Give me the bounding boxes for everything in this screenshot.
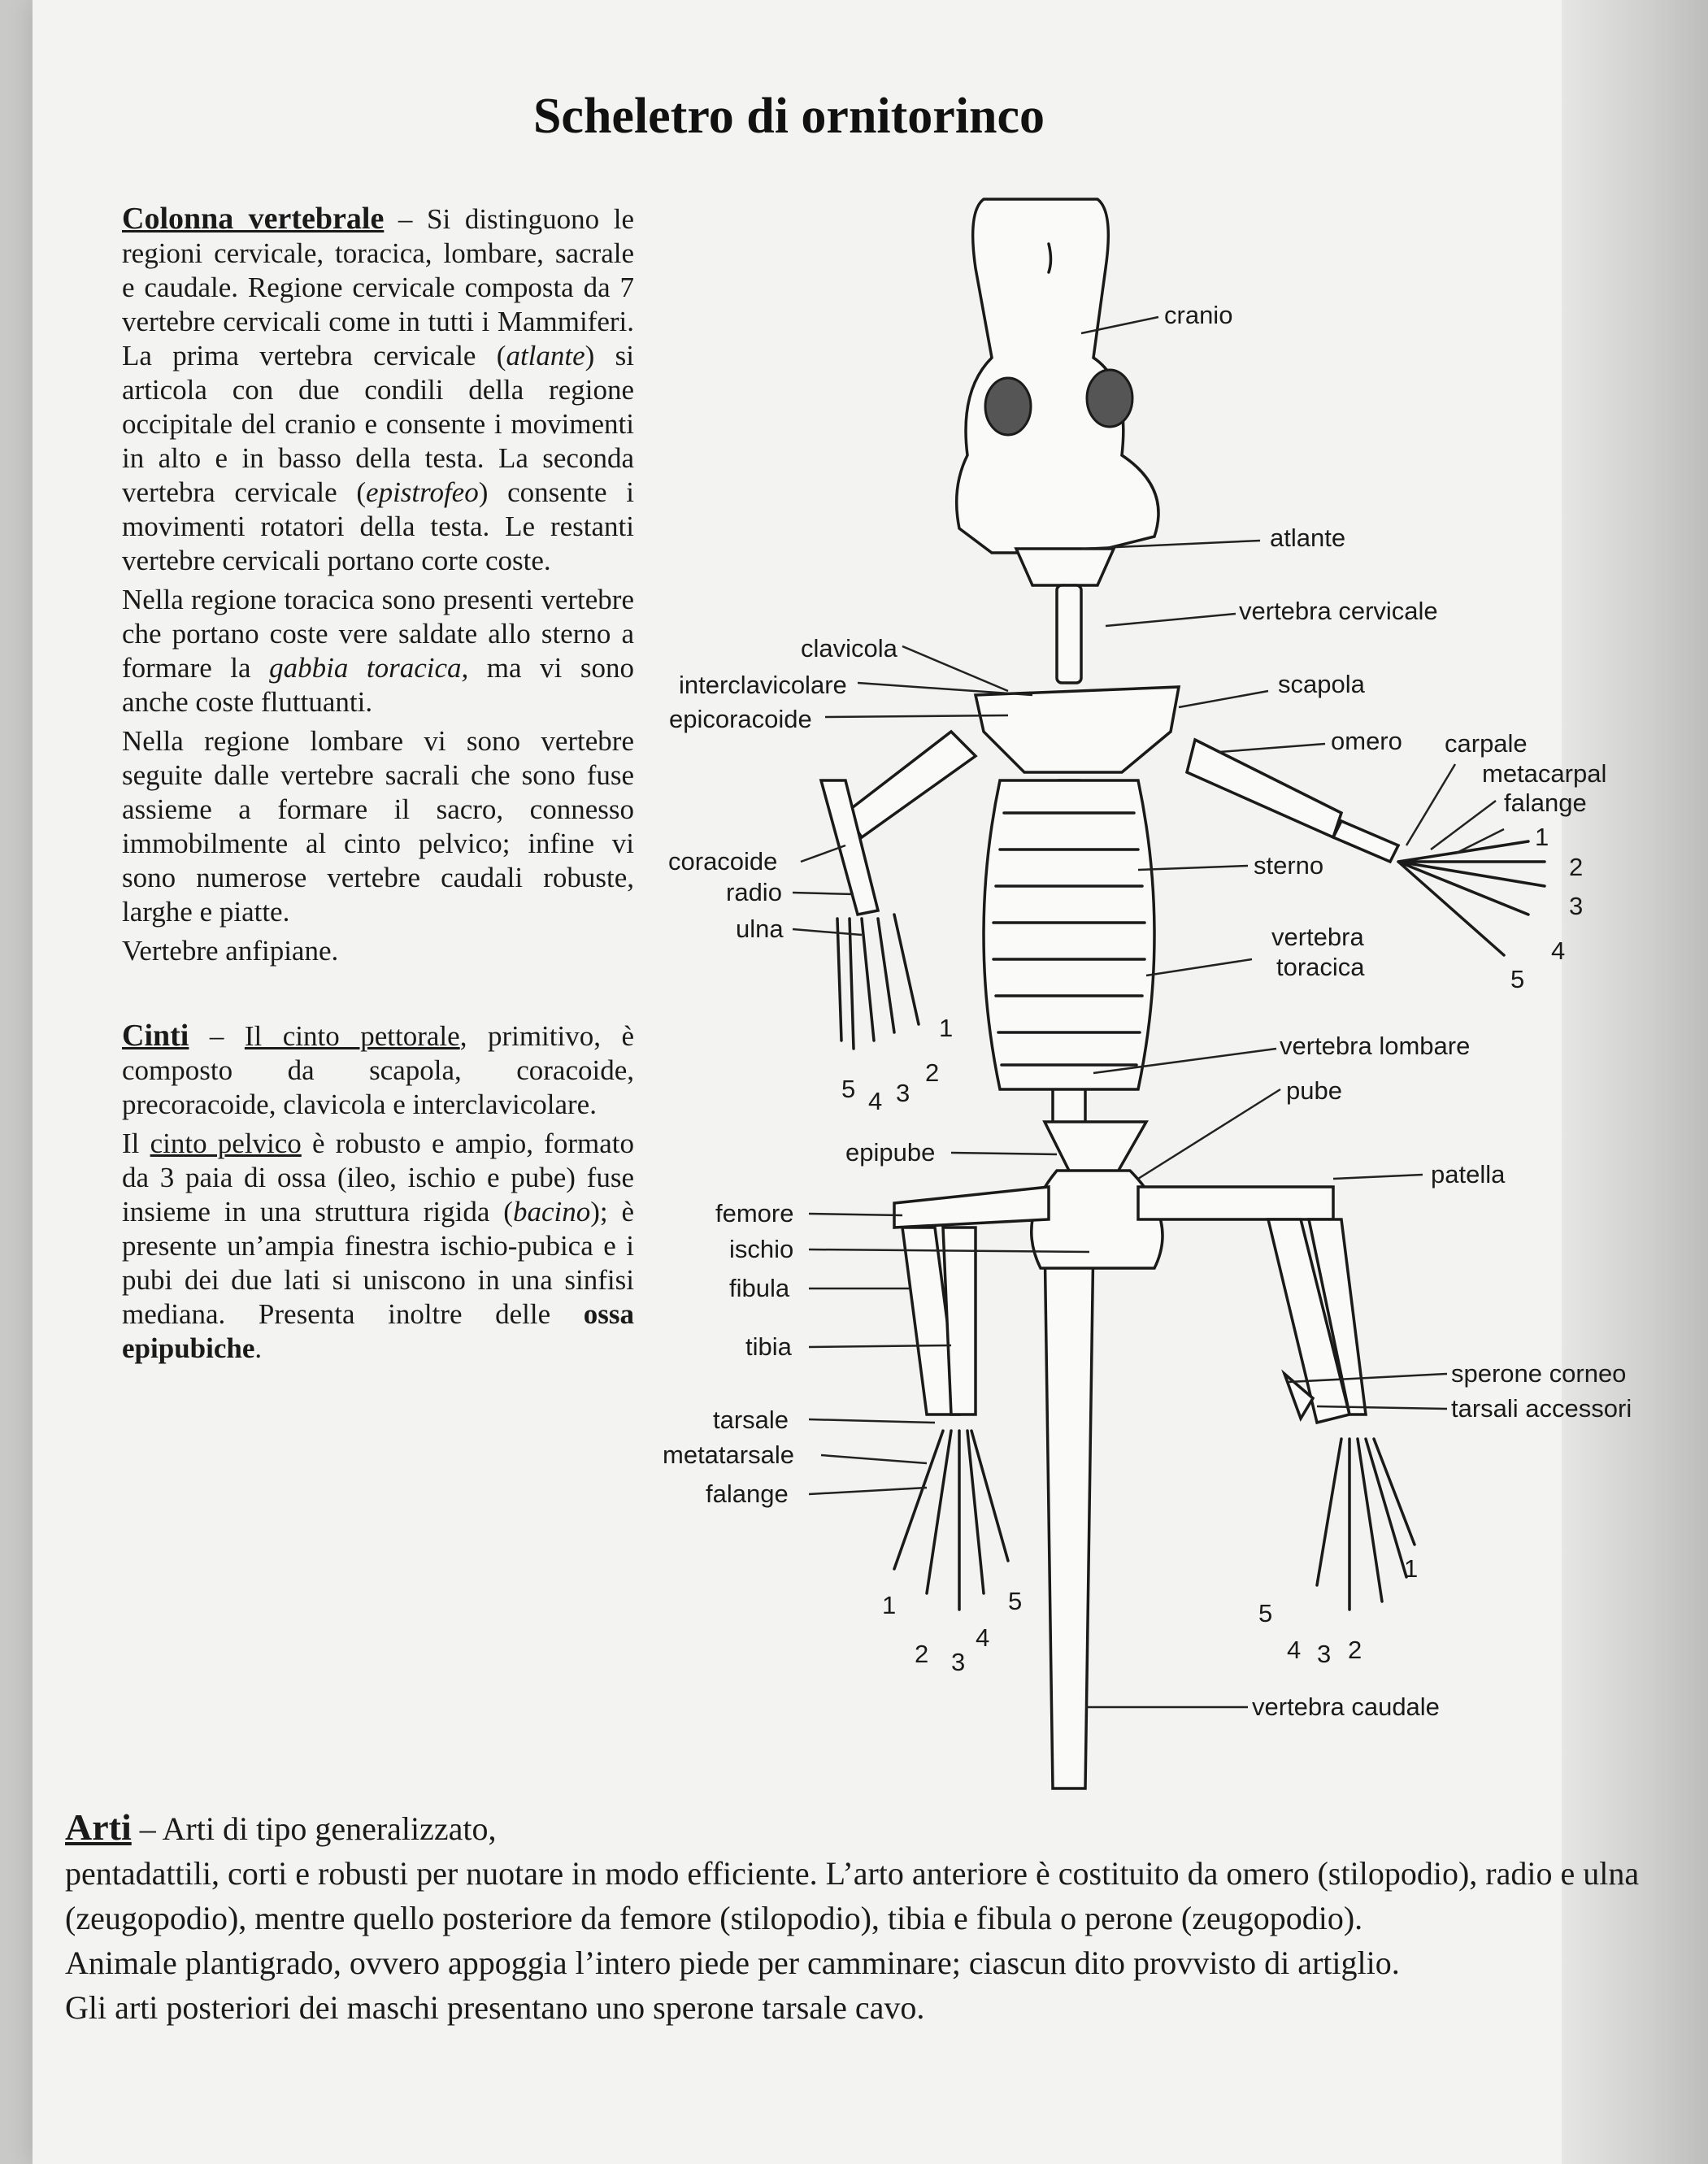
colonna-text-b: ) si articola con due condili della regione occipitale del cranio e consente i movimenti in alto e in basso della testa. La seconda vertebra cervicale (	[122, 340, 635, 508]
label-epipube: epipube	[845, 1138, 936, 1167]
label-interclavicolare: interclavicolare	[679, 671, 847, 699]
colonna-paragraph-2	[122, 583, 634, 719]
gabbia-italic: gabbia toracica,	[269, 652, 469, 684]
label-patella: patella	[1431, 1160, 1506, 1188]
digit-lh-3: 3	[896, 1079, 910, 1107]
atlante-italic: atlante	[506, 340, 585, 372]
label-ulna: ulna	[736, 915, 784, 943]
colonna-paragraph-4: Vertebre anfipiane.	[122, 935, 339, 967]
cinti-p2-c: ); è presente un’ampia finestra ischio-pubica e i pubi dei due lati si uniscono in una sinfisi mediana. Presenta inoltre delle	[122, 1196, 634, 1330]
digit-rf-3: 3	[1317, 1640, 1332, 1668]
label-tibia: tibia	[745, 1332, 792, 1361]
pettorale-underline: Il cinto pettorale	[244, 1020, 460, 1052]
label-vertebra-toracica-2: toracica	[1276, 953, 1365, 981]
label-falange-top: falange	[1504, 789, 1587, 817]
digit-rf-5: 5	[1258, 1599, 1273, 1627]
digit-rf-1: 1	[1404, 1554, 1419, 1583]
digit-lf-3: 3	[951, 1648, 966, 1676]
label-vertebra-lombare: vertebra lombare	[1280, 1032, 1471, 1060]
label-cranio: cranio	[1164, 301, 1233, 329]
arti-section	[65, 1805, 1683, 2030]
digit-lh-5: 5	[841, 1075, 856, 1103]
forelimbs-drawing	[821, 780, 1545, 1049]
arti-paragraph-3: Animale plantigrado, ovvero appoggia l’intero piede per camminare; ciascun dito provvisto di artiglio.	[65, 1945, 1400, 1981]
cinti-dash: –	[189, 1020, 245, 1052]
colonna-text-a: – Si distinguono le regioni cervicale, toracica, lombare, sacrale e caudale. Regione cervicale composta da 7 vertebre cervicali come in tutti i Mammiferi. La prima vertebra cervicale (	[122, 203, 634, 372]
label-pube: pube	[1286, 1076, 1342, 1105]
digit-lf-2: 2	[915, 1640, 929, 1668]
arti-paragraph-4: Gli arti posteriori dei maschi presentano uno sperone tarsale cavo.	[65, 1989, 925, 2026]
cinti-heading: Cinti	[122, 1019, 189, 1053]
label-falange-bottom: falange	[706, 1480, 789, 1508]
label-femore: femore	[715, 1199, 794, 1228]
cinti-p2-a: Il	[122, 1128, 150, 1159]
skull-drawing	[957, 199, 1158, 585]
label-vertebra-cervicale: vertebra cervicale	[1239, 597, 1438, 625]
cinti-paragraph-2	[122, 1127, 634, 1366]
arti-paragraph-2: pentadattili, corti e robusti per nuotare in modo efficiente. L’arto anteriore è costituito da omero (stilopodio), radio e ulna (zeugopodio), mentre quello posteriore da femore (stilopodio), tibia e fibula o perone (zeugopodio).	[65, 1855, 1640, 1936]
left-text-column	[122, 202, 634, 1371]
label-sperone-corneo: sperone corneo	[1451, 1359, 1627, 1388]
label-omero: omero	[1331, 727, 1402, 755]
digit-rh-3: 3	[1569, 892, 1584, 920]
label-sterno: sterno	[1254, 851, 1324, 880]
label-metatarsale: metatarsale	[663, 1440, 794, 1469]
cinti-paragraph-1	[122, 1019, 634, 1122]
colonna-p2-b: ma vi sono anche coste fluttuanti.	[122, 652, 634, 718]
colonna-paragraph-3: Nella regione lombare vi sono vertebre seguite dalle vertebre sacrali che sono fuse assieme a formare il sacro, connesso immobilmente al cinto pelvico; infine vi sono numerose vertebre caudali robuste, larghe e piatte.	[122, 725, 634, 928]
label-ischio: ischio	[729, 1235, 794, 1263]
colonna-heading: Colonna vertebrale	[122, 202, 385, 236]
cinti-p2-b: è robusto e ampio, formato da 3 paia di ossa (ileo, ischio e pube) fuse insieme in una struttura rigida (	[122, 1128, 634, 1228]
colonna-p2-a: Nella regione toracica sono presenti vertebre che portano coste vere saldate allo sterno a formare la	[122, 584, 634, 684]
colonna-text-c: ) consente i movimenti rotatori della testa. Le restanti vertebre cervicali portano corte coste.	[122, 476, 634, 576]
epipubiche-bold: ossa epipubiche	[122, 1298, 634, 1364]
spacer	[122, 973, 634, 1014]
digit-rh-5: 5	[1510, 965, 1525, 993]
label-metacarpale: metacarpal	[1482, 759, 1607, 788]
digit-rf-2: 2	[1348, 1636, 1362, 1664]
label-carpale: carpale	[1445, 729, 1528, 758]
arti-heading: Arti	[65, 1806, 132, 1848]
digit-lf-1: 1	[882, 1591, 897, 1619]
label-tarsale: tarsale	[713, 1406, 789, 1434]
digit-lh-2: 2	[925, 1058, 940, 1087]
label-fibula: fibula	[729, 1274, 790, 1302]
cinti-p2-d: .	[254, 1332, 263, 1364]
digit-rf-4: 4	[1287, 1636, 1302, 1664]
label-atlante: atlante	[1270, 524, 1346, 552]
label-tarsali-accessori: tarsali accessori	[1451, 1394, 1632, 1423]
label-clavicola: clavicola	[801, 634, 897, 663]
digit-rh-4: 4	[1551, 936, 1566, 965]
label-vertebra-caudale: vertebra caudale	[1252, 1693, 1440, 1721]
label-coracoide: coracoide	[668, 847, 778, 876]
ribcage-drawing	[984, 780, 1154, 1089]
digit-lh-1: 1	[939, 1014, 954, 1042]
hindlimbs-drawing	[894, 1219, 1415, 1610]
digit-lf-5: 5	[1008, 1587, 1023, 1615]
digit-lh-4: 4	[868, 1087, 883, 1115]
bacino-italic: bacino	[512, 1196, 591, 1228]
label-vertebra-toracica-1: vertebra	[1271, 923, 1364, 951]
label-scapola: scapola	[1278, 670, 1365, 698]
epistrofeo-italic: epistrofeo	[366, 476, 479, 508]
label-radio: radio	[726, 878, 782, 906]
digit-rh-1: 1	[1535, 823, 1549, 851]
digit-rh-2: 2	[1569, 853, 1584, 881]
skeleton-diagram	[650, 179, 1667, 1805]
page-title: Scheletro di ornitorinco	[532, 89, 1045, 144]
arti-text-1: – Arti di tipo generalizzato,	[131, 1810, 497, 1847]
cinti-text-b: , primitivo, è composto da scapola, coracoide, precoracoide, clavicola e interclavicolare.	[122, 1020, 635, 1120]
label-epicoracoide: epicoracoide	[669, 705, 812, 733]
digit-lf-4: 4	[976, 1623, 990, 1652]
colonna-paragraph-1	[122, 202, 634, 578]
pelvico-underline: cinto pelvico	[150, 1128, 302, 1159]
arti-line-1	[65, 1805, 1683, 1851]
